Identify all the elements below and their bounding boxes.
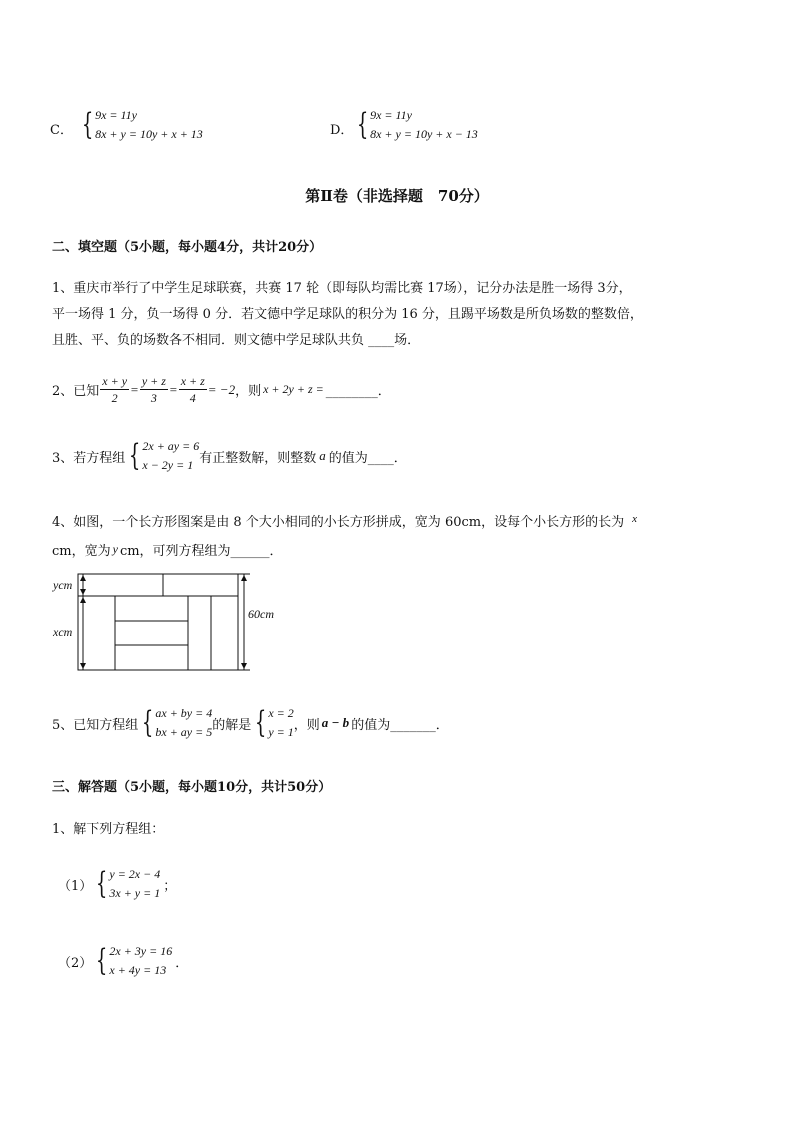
- q2-f3-den: 4: [189, 391, 196, 405]
- question-2-1: [52, 276, 752, 354]
- label-xcm: xcm: [53, 625, 73, 639]
- brace-icon: {: [255, 705, 267, 740]
- outer-rectangle: [78, 574, 238, 670]
- q3-prefix: 3、若方程组: [52, 450, 126, 466]
- q4-var-y: y: [112, 542, 118, 556]
- q2-prefix: 2、已知: [52, 384, 100, 399]
- q4-line1: 4、如图，一个长方形图案是由 8 个大小相同的小长方形拼成，宽为 60cm，设每个小长方形的长为: [52, 515, 625, 530]
- q3-tail: 的值为____．: [328, 450, 407, 466]
- equals-sign: =: [130, 381, 139, 397]
- question-2-2: [52, 373, 391, 406]
- p1-label: （1）: [58, 878, 93, 894]
- q3-eq1: 2x + ay = 6: [142, 439, 200, 453]
- option-d-eq1: 9x = 11y: [370, 108, 412, 122]
- q2-then: ，则: [235, 384, 262, 399]
- p1-eq2: 3x + y = 1: [109, 886, 161, 900]
- q3-mid: 有正整数解，则整数: [199, 450, 317, 466]
- question-2-3: [52, 437, 407, 475]
- q2-f2-den: 3: [150, 391, 157, 405]
- q1-line3: 且胜、平、负的场数各不相同．则文德中学足球队共负 ____场．: [52, 333, 421, 348]
- q3-var: a: [319, 448, 326, 463]
- p2-tail: ．: [175, 955, 189, 971]
- q5-s1: x = 2: [268, 706, 294, 720]
- brace-icon: {: [356, 107, 369, 142]
- brace-icon: {: [129, 438, 141, 473]
- q4-var-x: x: [632, 513, 637, 525]
- p2-eq1: 2x + 3y = 16: [109, 944, 173, 958]
- option-c-eq1: 9x = 11y: [95, 108, 137, 122]
- q2-eq-tail: = −2: [207, 381, 236, 397]
- option-d-system: [353, 106, 478, 144]
- q2-f2-num: y + z: [141, 374, 166, 388]
- p2-label: （2）: [58, 955, 93, 971]
- brace-icon: {: [81, 107, 94, 142]
- q2-f1-den: 2: [111, 391, 118, 405]
- option-c-system: [78, 106, 203, 144]
- q1-line2: 平一场得 1 分，负一场得 0 分．若文德中学足球队的积分为 16 分，且踢平场数是所负场数的整数倍，: [52, 307, 643, 322]
- label-60cm: 60cm: [248, 607, 274, 621]
- section3-q1-part1: [58, 865, 176, 903]
- p2-system: [109, 942, 172, 980]
- part2-title: 第Ⅱ卷（非选择题 70分）: [305, 187, 489, 205]
- q2-fraction-2: [140, 373, 168, 406]
- section3-heading: 三、解答题（5小题，每小题10分，共计50分）: [52, 780, 332, 795]
- q2-f3-num: x + z: [180, 374, 205, 388]
- q2-fraction-3: [179, 373, 207, 406]
- q1-line1: 1、重庆市举行了中学生足球联赛，共赛 17 轮（即每队均需比赛 17场），记分办法是胜一场得 3分，: [52, 281, 632, 296]
- q5-expr: a − b: [321, 715, 350, 730]
- question-2-5: [52, 704, 449, 742]
- q4-line2b: cm，可列方程组为______．: [119, 544, 283, 559]
- section3-q1-stem: 1、解下列方程组：: [52, 822, 165, 837]
- rectangle-tiling-figure: [50, 570, 290, 676]
- label-ycm: ycm: [53, 578, 73, 592]
- q5-eq1: ax + by = 4: [155, 706, 213, 720]
- q2-fraction-1: [100, 373, 129, 406]
- option-d-label: D．: [330, 123, 354, 138]
- section3-q1-part2: [58, 942, 188, 980]
- q5-then: ，则: [293, 717, 320, 733]
- q5-mid: 的解是: [212, 717, 252, 733]
- q5-system: [155, 704, 212, 742]
- option-d-eq2: 8x + y = 10y + x − 13: [370, 127, 478, 141]
- brace-icon: {: [96, 943, 108, 978]
- p1-tail: ；: [163, 878, 177, 894]
- p2-eq2: x + 4y = 13: [109, 963, 167, 977]
- q2-blank: ________．: [325, 384, 391, 399]
- q3-system: [142, 437, 199, 475]
- question-2-4: [52, 506, 752, 565]
- p1-eq1: y = 2x − 4: [109, 867, 161, 881]
- q2-f1-num: x + y: [102, 374, 128, 388]
- section2-heading: 二、填空题（5小题，每小题4分，共计20分）: [52, 240, 323, 255]
- q5-s2: y = 1: [268, 725, 294, 739]
- q5-tail: 的值为_______．: [351, 717, 449, 733]
- q5-eq2: bx + ay = 5: [155, 725, 213, 739]
- q3-eq2: x − 2y = 1: [142, 458, 194, 472]
- q5-prefix: 5、已知方程组: [52, 717, 139, 733]
- p1-system: [109, 865, 160, 903]
- option-c-label: C．: [50, 123, 73, 138]
- q2-expr: x + 2y + z =: [263, 382, 324, 396]
- equals-sign: =: [168, 381, 178, 397]
- option-c-eq2: 8x + y = 10y + x + 13: [95, 127, 203, 141]
- q4-line2a: cm，宽为: [52, 544, 111, 559]
- brace-icon: {: [142, 705, 154, 740]
- q5-solution: [268, 704, 293, 742]
- brace-icon: {: [96, 866, 108, 901]
